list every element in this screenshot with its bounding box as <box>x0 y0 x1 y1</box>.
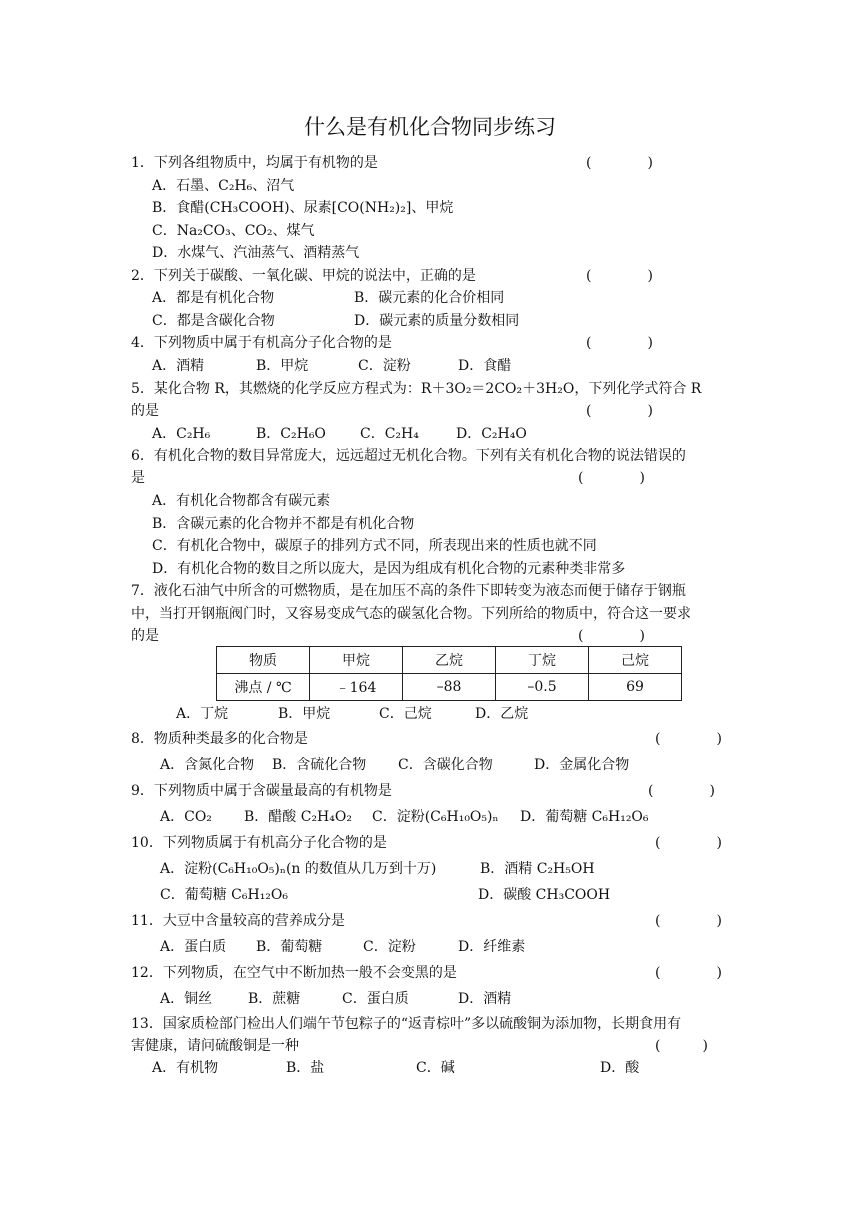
question-8-option-c: C．含碳化合物 <box>398 757 493 773</box>
question-6-option-d: D．有机化合物的数目之所以庞大，是因为组成有机化合物的元素种类非常多 <box>152 561 626 577</box>
question-13-option-c: C．碱 <box>416 1060 455 1076</box>
question-9-option-b: B．醋酸 C₂H₄O₂ <box>244 809 352 825</box>
table-row <box>217 674 682 701</box>
question-6-stem-line-1: 6．有机化合物的数目异常庞大，远远超过无机化合物。下列有关有机化合物的说法错误的 <box>131 448 686 464</box>
table-cell: –0.5 <box>496 674 589 701</box>
question-1-answer-blank: ( ) <box>586 155 653 171</box>
question-11-option-d: D．纤维素 <box>458 939 526 955</box>
question-13-option-b: B．盐 <box>286 1060 325 1076</box>
question-8-option-a: A．含氮化合物 <box>160 757 255 773</box>
question-12-option-a: A．铜丝 <box>160 991 213 1007</box>
question-13-stem-line-1: 13．国家质检部门检出人们端午节包粽子的“返青棕叶”多以硫酸铜为添加物，长期食用有 <box>131 1016 682 1032</box>
question-8-stem: 8．物质种类最多的化合物是 <box>131 731 308 747</box>
question-4-option-b: B．甲烷 <box>256 358 309 374</box>
question-5-stem-line-1: 5．某化合物 R，其燃烧的化学反应方程式为：R＋3O₂＝2CO₂＋3H₂O，下列化学式符合 R <box>131 381 702 397</box>
table-cell: –88 <box>403 674 496 701</box>
table-header-cell: 物质 <box>217 647 310 674</box>
question-6-option-b: B．含碳元素的化合物并不都是有机化合物 <box>152 516 415 532</box>
question-4-option-a: A．酒精 <box>152 358 205 374</box>
question-13-stem-line-2: 害健康，请问硫酸铜是一种 <box>131 1038 299 1054</box>
question-12-option-c: C．蛋白质 <box>342 991 409 1007</box>
question-7-stem-line-2: 中，当打开钢瓶阀门时，又容易变成气态的碳氢化合物。下列所给的物质中，符合这一要求 <box>131 606 691 622</box>
question-12-option-b: B．蔗糖 <box>248 991 301 1007</box>
question-6-option-c: C．有机化合物中，碳原子的排列方式不同，所表现出来的性质也就不同 <box>152 538 597 554</box>
question-8-option-b: B．含硫化合物 <box>272 757 367 773</box>
question-10-option-b: B．酒精 C₂H₅OH <box>480 861 595 877</box>
question-5-answer-blank: ( ) <box>586 403 653 419</box>
question-11-answer-blank: ( ) <box>655 913 722 929</box>
question-2-option-a: A．都是有机化合物 <box>152 290 275 306</box>
question-10-option-c: C．葡萄糖 C₆H₁₂O₆ <box>160 887 289 903</box>
question-12-option-d: D．酒精 <box>458 991 512 1007</box>
question-7-answer-blank: ( ) <box>578 628 645 644</box>
question-1-option-c: C．Na₂CO₃、CO₂、煤气 <box>152 223 315 239</box>
question-9-stem: 9．下列物质中属于含碳量最高的有机物是 <box>131 783 392 799</box>
table-cell: 69 <box>589 674 682 701</box>
question-8-option-d: D．金属化合物 <box>534 757 630 773</box>
question-8-answer-blank: ( ) <box>655 731 722 747</box>
question-6-option-a: A．有机化合物都含有碳元素 <box>152 493 331 509</box>
question-9-option-d: D．葡萄糖 C₆H₁₂O₆ <box>520 809 649 825</box>
question-1-option-b: B．食醋(CH₃COOH)、尿素[CO(NH₂)₂]、甲烷 <box>152 200 454 216</box>
question-7-stem-line-3: 的是 <box>131 628 159 644</box>
question-11-option-a: A．蛋白质 <box>160 939 227 955</box>
page-title: 什么是有机化合物同步练习 <box>304 115 556 139</box>
question-11-option-c: C．淀粉 <box>363 939 416 955</box>
question-10-stem: 10．下列物质属于有机高分子化合物的是 <box>131 835 387 851</box>
question-2-answer-blank: ( ) <box>586 268 653 284</box>
boiling-point-table <box>216 646 682 701</box>
question-9-answer-blank: ( ) <box>648 783 715 799</box>
question-2-stem: 2．下列关于碳酸、一氧化碳、甲烷的说法中，正确的是 <box>131 268 476 284</box>
question-4-stem: 4．下列物质中属于有机高分子化合物的是 <box>131 335 392 351</box>
question-1-option-d: D．水煤气、汽油蒸气、酒精蒸气 <box>152 245 360 261</box>
table-cell: 沸点 / ℃ <box>217 674 310 701</box>
table-header-row <box>217 647 682 674</box>
question-7-option-c: C．己烷 <box>379 706 432 722</box>
question-2-option-d: D．碳元素的质量分数相同 <box>354 313 520 329</box>
question-7-stem-line-1: 7．液化石油气中所含的可燃物质，是在加压不高的条件下即转变为液态而便于储存于钢瓶 <box>131 583 686 599</box>
question-9-option-a: A．CO₂ <box>160 809 212 825</box>
question-11-option-b: B．葡萄糖 <box>256 939 323 955</box>
question-7-option-d: D．乙烷 <box>475 706 529 722</box>
question-9-option-c: C．淀粉(C₆H₁₀O₅)ₙ <box>372 809 499 825</box>
question-12-stem: 12．下列物质，在空气中不断加热一般不会变黑的是 <box>131 965 457 981</box>
table-header-cell: 乙烷 <box>403 647 496 674</box>
question-2-option-c: C．都是含碳化合物 <box>152 313 275 329</box>
question-10-answer-blank: ( ) <box>655 835 722 851</box>
question-13-answer-blank: ( ) <box>655 1038 708 1054</box>
question-6-answer-blank: ( ) <box>578 470 645 486</box>
question-6-stem-line-2: 是 <box>131 470 145 486</box>
table-header-cell: 甲烷 <box>310 647 403 674</box>
question-1-option-a: A．石墨、C₂H₆、沼气 <box>152 178 295 194</box>
question-7-option-b: B．甲烷 <box>278 706 331 722</box>
question-5-option-a: A．C₂H₆ <box>152 426 211 442</box>
table-header-cell: 丁烷 <box>496 647 589 674</box>
question-13-option-a: A．有机物 <box>152 1060 219 1076</box>
question-5-option-b: B．C₂H₆O <box>256 426 326 442</box>
question-4-option-d: D．食醋 <box>458 358 512 374</box>
question-5-stem-line-2: 的是 <box>131 403 159 419</box>
table-cell: ﹣164 <box>310 674 403 701</box>
table-header-cell: 己烷 <box>589 647 682 674</box>
question-2-option-b: B．碳元素的化合价相同 <box>354 290 505 306</box>
question-5-option-c: C．C₂H₄ <box>360 426 419 442</box>
question-4-option-c: C．淀粉 <box>358 358 411 374</box>
question-10-option-a: A．淀粉(C₆H₁₀O₅)ₙ(n 的数值从几万到十万) <box>160 861 437 877</box>
question-4-answer-blank: ( ) <box>586 335 653 351</box>
question-10-option-d: D．碳酸 CH₃COOH <box>478 887 611 903</box>
question-11-stem: 11．大豆中含量较高的营养成分是 <box>131 913 345 929</box>
question-7-option-a: A．丁烷 <box>176 706 229 722</box>
question-5-option-d: D．C₂H₄O <box>456 426 527 442</box>
question-12-answer-blank: ( ) <box>655 965 722 981</box>
question-1-stem: 1．下列各组物质中，均属于有机物的是 <box>131 155 378 171</box>
question-13-option-d: D．酸 <box>600 1060 640 1076</box>
